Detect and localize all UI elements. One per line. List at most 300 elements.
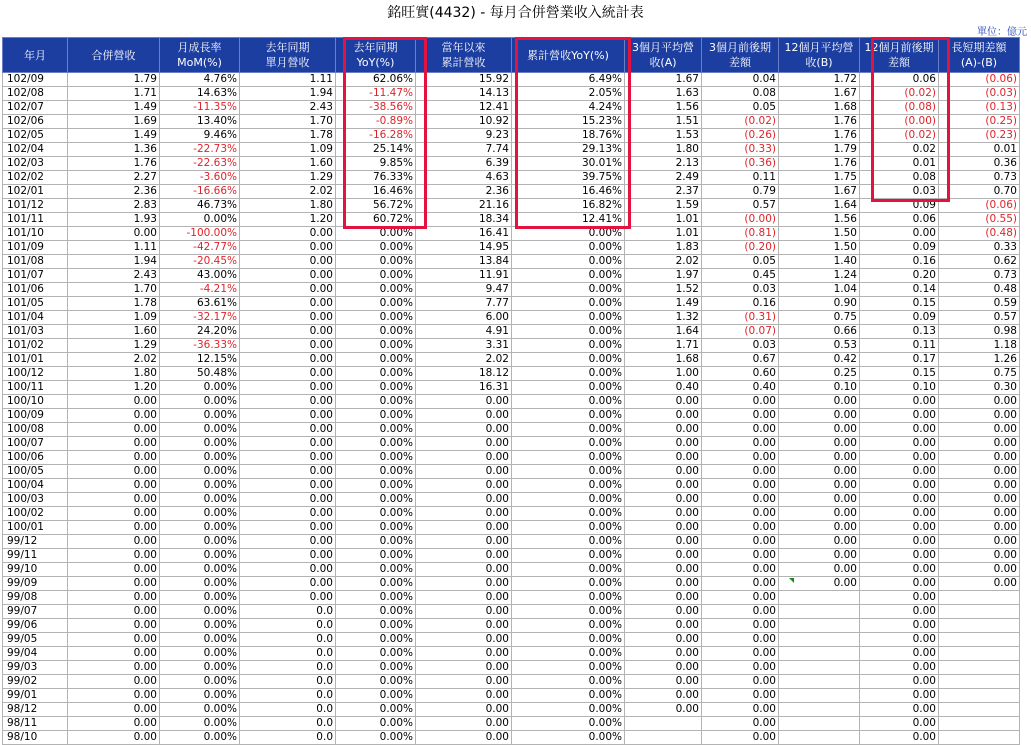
col-mom-cell: 0.00% (160, 619, 240, 633)
col-revenue-cell: 1.49 (68, 101, 160, 115)
col-cumulative-yoy-cell: 0.00% (512, 381, 625, 395)
col-12m-avg-cell: 1.64 (779, 199, 860, 213)
col-long-short-diff-cell: 0.00 (939, 563, 1020, 577)
col-last-year-revenue-cell: 0.00 (240, 423, 336, 437)
col-cumulative-revenue-cell: 7.77 (416, 297, 512, 311)
table-row (3, 325, 1020, 339)
col-12m-avg-cell: 0.00 (779, 507, 860, 521)
col-cumulative-yoy-cell: 39.75% (512, 171, 625, 185)
col-revenue-cell: 0.00 (68, 521, 160, 535)
col-year-month-header: 年月 (3, 38, 68, 73)
col-3m-avg-cell: 1.01 (625, 227, 702, 241)
col-year-month-cell: 102/06 (3, 115, 68, 129)
col-12m-diff-cell: 0.00 (860, 731, 939, 745)
col-revenue-header: 合併營收 (68, 38, 160, 73)
col-revenue-cell: 0.00 (68, 451, 160, 465)
col-yoy-cell: -0.89% (336, 115, 416, 129)
col-last-year-revenue-cell: 0.00 (240, 269, 336, 283)
col-long-short-diff-cell: 0.00 (939, 507, 1020, 521)
col-3m-diff-cell: 0.00 (702, 605, 779, 619)
col-12m-avg-cell: 0.00 (779, 409, 860, 423)
col-3m-avg-cell: 0.00 (625, 647, 702, 661)
table-row (3, 213, 1020, 227)
col-revenue-cell: 1.80 (68, 367, 160, 381)
col-revenue-cell: 0.00 (68, 507, 160, 521)
col-revenue-cell: 0.00 (68, 563, 160, 577)
col-mom-cell: -4.21% (160, 283, 240, 297)
col-last-year-revenue-cell: 0.00 (240, 507, 336, 521)
col-yoy-cell: -11.47% (336, 87, 416, 101)
col-cumulative-yoy-cell: 0.00% (512, 325, 625, 339)
col-revenue-cell: 0.00 (68, 619, 160, 633)
col-3m-diff-cell: 0.00 (702, 535, 779, 549)
col-cumulative-yoy-cell: 0.00% (512, 367, 625, 381)
col-long-short-diff-cell: 0.00 (939, 479, 1020, 493)
col-last-year-revenue-cell: 0.00 (240, 409, 336, 423)
col-3m-diff-cell: 0.00 (702, 619, 779, 633)
col-3m-avg-cell: 2.49 (625, 171, 702, 185)
col-last-year-revenue-cell: 1.20 (240, 213, 336, 227)
col-12m-diff-cell: 0.17 (860, 353, 939, 367)
col-cumulative-yoy-cell: 29.13% (512, 143, 625, 157)
col-year-month-cell: 99/06 (3, 619, 68, 633)
col-cumulative-revenue-cell: 0.00 (416, 507, 512, 521)
col-last-year-revenue-cell: 0.00 (240, 297, 336, 311)
col-12m-avg-cell: 0.10 (779, 381, 860, 395)
col-12m-diff-cell: 0.16 (860, 255, 939, 269)
col-3m-avg-cell: 0.40 (625, 381, 702, 395)
col-3m-diff-cell: 0.16 (702, 297, 779, 311)
col-yoy-cell: 0.00% (336, 241, 416, 255)
col-long-short-diff-cell: 0.48 (939, 283, 1020, 297)
table-row (3, 521, 1020, 535)
col-mom-cell: 0.00% (160, 661, 240, 675)
col-cumulative-revenue-cell: 0.00 (416, 535, 512, 549)
col-3m-diff-cell: 0.00 (702, 577, 779, 591)
col-12m-avg-cell: 1.76 (779, 157, 860, 171)
col-3m-avg-cell: 1.67 (625, 73, 702, 87)
table-row (3, 87, 1020, 101)
col-3m-diff-cell: (0.00) (702, 213, 779, 227)
col-3m-avg-cell: 1.51 (625, 115, 702, 129)
table-row (3, 367, 1020, 381)
col-year-month-cell: 98/10 (3, 731, 68, 745)
col-cumulative-yoy-cell: 0.00% (512, 339, 625, 353)
col-3m-avg-cell: 1.59 (625, 199, 702, 213)
col-revenue-cell: 0.00 (68, 479, 160, 493)
col-12m-avg-cell: 0.75 (779, 311, 860, 325)
col-year-month-cell: 102/01 (3, 185, 68, 199)
col-revenue-cell: 1.20 (68, 381, 160, 395)
col-long-short-diff-cell (939, 619, 1020, 633)
table-row (3, 115, 1020, 129)
table-row (3, 353, 1020, 367)
col-long-short-diff-cell: 0.70 (939, 185, 1020, 199)
col-cumulative-yoy-cell: 15.23% (512, 115, 625, 129)
col-year-month-cell: 99/01 (3, 689, 68, 703)
col-long-short-diff-cell (939, 605, 1020, 619)
col-long-short-diff-cell: 0.59 (939, 297, 1020, 311)
col-long-short-diff-cell: (0.03) (939, 87, 1020, 101)
col-yoy-cell: 60.72% (336, 213, 416, 227)
col-cumulative-revenue-cell: 0.00 (416, 591, 512, 605)
table-row (3, 465, 1020, 479)
col-3m-diff-cell: 0.00 (702, 479, 779, 493)
col-yoy-cell: 0.00% (336, 493, 416, 507)
col-cumulative-yoy-cell: 0.00% (512, 437, 625, 451)
col-3m-diff-cell: (0.26) (702, 129, 779, 143)
col-12m-diff-cell: 0.20 (860, 269, 939, 283)
col-mom-cell: 0.00% (160, 395, 240, 409)
table-row (3, 549, 1020, 563)
col-cumulative-revenue-cell: 21.16 (416, 199, 512, 213)
col-mom-cell: 0.00% (160, 633, 240, 647)
col-mom-cell: 0.00% (160, 549, 240, 563)
table-row (3, 395, 1020, 409)
col-year-month-cell: 99/12 (3, 535, 68, 549)
col-long-short-diff-cell (939, 647, 1020, 661)
col-12m-avg-cell: 1.56 (779, 213, 860, 227)
col-12m-avg-header: 12個月平均營 收(B) (779, 38, 860, 73)
col-3m-diff-cell: (0.36) (702, 157, 779, 171)
col-12m-avg-cell: 0.00 (779, 549, 860, 563)
col-year-month-cell: 100/11 (3, 381, 68, 395)
col-mom-cell: 46.73% (160, 199, 240, 213)
col-cumulative-yoy-cell: 0.00% (512, 507, 625, 521)
col-cumulative-yoy-cell: 0.00% (512, 227, 625, 241)
table-row (3, 717, 1020, 731)
col-cumulative-revenue-cell: 0.00 (416, 395, 512, 409)
col-last-year-revenue-cell: 0.0 (240, 619, 336, 633)
col-3m-avg-cell: 0.00 (625, 675, 702, 689)
col-12m-diff-cell: 0.00 (860, 507, 939, 521)
col-revenue-cell: 1.71 (68, 87, 160, 101)
col-yoy-cell: 0.00% (336, 437, 416, 451)
table-row (3, 577, 1020, 591)
table-body (3, 73, 1020, 745)
col-cumulative-revenue-cell: 12.41 (416, 101, 512, 115)
col-revenue-cell: 0.00 (68, 605, 160, 619)
col-mom-cell: 0.00% (160, 423, 240, 437)
col-12m-avg-cell: 0.90 (779, 297, 860, 311)
table-row (3, 647, 1020, 661)
col-revenue-cell: 1.79 (68, 73, 160, 87)
col-revenue-cell: 0.00 (68, 661, 160, 675)
col-cumulative-revenue-cell: 0.00 (416, 619, 512, 633)
col-12m-diff-cell: 0.00 (860, 717, 939, 731)
col-long-short-diff-cell: 0.00 (939, 549, 1020, 563)
col-3m-diff-cell: 0.00 (702, 465, 779, 479)
col-revenue-cell: 0.00 (68, 633, 160, 647)
col-cumulative-revenue-cell: 0.00 (416, 633, 512, 647)
col-cumulative-yoy-cell: 4.24% (512, 101, 625, 115)
col-last-year-revenue-cell: 0.00 (240, 465, 336, 479)
col-12m-diff-cell: 0.03 (860, 185, 939, 199)
col-12m-diff-cell: 0.00 (860, 591, 939, 605)
col-year-month-cell: 101/12 (3, 199, 68, 213)
col-yoy-cell: 0.00% (336, 395, 416, 409)
col-3m-avg-cell: 1.80 (625, 143, 702, 157)
col-3m-avg-cell: 1.83 (625, 241, 702, 255)
col-year-month-cell: 102/03 (3, 157, 68, 171)
col-3m-diff-cell: 0.00 (702, 507, 779, 521)
col-year-month-cell: 101/05 (3, 297, 68, 311)
col-cumulative-revenue-cell: 3.31 (416, 339, 512, 353)
col-mom-cell: 0.00% (160, 437, 240, 451)
col-yoy-cell: 0.00% (336, 409, 416, 423)
col-year-month-cell: 99/09 (3, 577, 68, 591)
col-revenue-cell: 1.36 (68, 143, 160, 157)
col-year-month-cell: 101/08 (3, 255, 68, 269)
col-mom-cell: -3.60% (160, 171, 240, 185)
table-row (3, 507, 1020, 521)
col-12m-avg-cell: 1.76 (779, 129, 860, 143)
col-cumulative-revenue-cell: 16.31 (416, 381, 512, 395)
col-mom-cell: 12.15% (160, 353, 240, 367)
table-row (3, 409, 1020, 423)
table-row (3, 619, 1020, 633)
col-long-short-diff-cell: 0.62 (939, 255, 1020, 269)
col-3m-diff-cell: 0.00 (702, 633, 779, 647)
table-row (3, 535, 1020, 549)
col-3m-diff-cell: 0.00 (702, 549, 779, 563)
col-revenue-cell: 1.49 (68, 129, 160, 143)
col-cumulative-revenue-cell: 0.00 (416, 549, 512, 563)
col-year-month-cell: 100/08 (3, 423, 68, 437)
col-cumulative-yoy-cell: 0.00% (512, 521, 625, 535)
col-yoy-cell: 16.46% (336, 185, 416, 199)
col-year-month-cell: 102/07 (3, 101, 68, 115)
col-12m-diff-cell: 0.00 (860, 633, 939, 647)
col-3m-avg-cell: 1.97 (625, 269, 702, 283)
table-row (3, 297, 1020, 311)
table-row (3, 339, 1020, 353)
col-long-short-diff-cell (939, 731, 1020, 745)
col-12m-avg-cell: 1.72 (779, 73, 860, 87)
col-3m-diff-cell: (0.31) (702, 311, 779, 325)
col-cumulative-yoy-cell: 0.00% (512, 241, 625, 255)
col-last-year-revenue-cell: 0.00 (240, 283, 336, 297)
col-year-month-cell: 100/07 (3, 437, 68, 451)
col-long-short-diff-cell: 0.00 (939, 409, 1020, 423)
col-mom-cell: 0.00% (160, 605, 240, 619)
col-12m-avg-cell: 0.00 (779, 563, 860, 577)
col-last-year-revenue-cell: 0.00 (240, 577, 336, 591)
col-last-year-revenue-cell: 0.0 (240, 703, 336, 717)
col-year-month-cell: 100/01 (3, 521, 68, 535)
col-yoy-cell: -16.28% (336, 129, 416, 143)
col-revenue-cell: 0.00 (68, 437, 160, 451)
col-12m-avg-cell (779, 703, 860, 717)
col-revenue-cell: 0.00 (68, 591, 160, 605)
col-3m-diff-cell: (0.07) (702, 325, 779, 339)
col-year-month-cell: 101/07 (3, 269, 68, 283)
col-mom-cell: 63.61% (160, 297, 240, 311)
col-3m-avg-cell: 0.00 (625, 577, 702, 591)
col-cumulative-yoy-cell: 0.00% (512, 605, 625, 619)
col-year-month-cell: 102/09 (3, 73, 68, 87)
col-yoy-cell: 0.00% (336, 605, 416, 619)
col-cumulative-yoy-cell: 0.00% (512, 353, 625, 367)
col-12m-diff-cell: 0.00 (860, 227, 939, 241)
table-row (3, 255, 1020, 269)
col-last-year-revenue-cell: 0.0 (240, 689, 336, 703)
col-yoy-cell: 0.00% (336, 423, 416, 437)
col-revenue-cell: 0.00 (68, 535, 160, 549)
col-cumulative-yoy-cell: 0.00% (512, 255, 625, 269)
col-12m-avg-cell: 1.79 (779, 143, 860, 157)
col-cumulative-revenue-cell: 18.12 (416, 367, 512, 381)
col-3m-diff-cell: 0.40 (702, 381, 779, 395)
col-long-short-diff-cell: (0.06) (939, 199, 1020, 213)
col-12m-avg-cell (779, 717, 860, 731)
col-3m-diff-cell: 0.57 (702, 199, 779, 213)
col-3m-diff-cell: (0.33) (702, 143, 779, 157)
col-last-year-revenue-cell: 2.02 (240, 185, 336, 199)
col-yoy-cell: 0.00% (336, 563, 416, 577)
col-3m-avg-cell: 0.00 (625, 395, 702, 409)
col-year-month-cell: 99/11 (3, 549, 68, 563)
col-12m-diff-cell: 0.00 (860, 661, 939, 675)
col-12m-diff-cell: 0.09 (860, 241, 939, 255)
col-cumulative-yoy-cell: 0.00% (512, 647, 625, 661)
col-mom-cell: -11.35% (160, 101, 240, 115)
col-12m-avg-cell: 1.40 (779, 255, 860, 269)
col-last-year-revenue-cell: 1.78 (240, 129, 336, 143)
col-cumulative-revenue-cell: 0.00 (416, 409, 512, 423)
col-yoy-header: 去年同期 YoY(%) (336, 38, 416, 73)
col-last-year-revenue-cell: 0.00 (240, 479, 336, 493)
col-12m-diff-cell: 0.10 (860, 381, 939, 395)
col-mom-cell: 0.00% (160, 213, 240, 227)
col-cumulative-yoy-cell: 0.00% (512, 423, 625, 437)
col-3m-avg-cell (625, 717, 702, 731)
col-yoy-cell: 0.00% (336, 661, 416, 675)
col-3m-avg-cell: 2.02 (625, 255, 702, 269)
table-row (3, 689, 1020, 703)
col-cumulative-yoy-cell: 0.00% (512, 409, 625, 423)
col-year-month-cell: 101/01 (3, 353, 68, 367)
col-yoy-cell: 0.00% (336, 269, 416, 283)
col-year-month-cell: 100/09 (3, 409, 68, 423)
table-row (3, 437, 1020, 451)
col-cumulative-yoy-cell: 0.00% (512, 297, 625, 311)
col-cumulative-revenue-cell: 0.00 (416, 577, 512, 591)
col-12m-avg-cell (779, 689, 860, 703)
col-revenue-cell: 1.94 (68, 255, 160, 269)
col-year-month-cell: 101/11 (3, 213, 68, 227)
table-row (3, 157, 1020, 171)
col-3m-avg-cell: 0.00 (625, 465, 702, 479)
col-3m-diff-header: 3個月前後期 差額 (702, 38, 779, 73)
col-cumulative-yoy-cell: 0.00% (512, 661, 625, 675)
col-12m-avg-cell: 0.53 (779, 339, 860, 353)
col-3m-diff-cell: 0.00 (702, 717, 779, 731)
col-cumulative-yoy-cell: 0.00% (512, 549, 625, 563)
col-year-month-cell: 102/04 (3, 143, 68, 157)
col-3m-diff-cell: 0.79 (702, 185, 779, 199)
col-last-year-revenue-cell: 0.00 (240, 241, 336, 255)
col-mom-cell: 0.00% (160, 465, 240, 479)
col-3m-avg-cell: 1.53 (625, 129, 702, 143)
col-long-short-diff-cell: 0.00 (939, 423, 1020, 437)
col-12m-diff-cell: 0.06 (860, 73, 939, 87)
col-12m-avg-cell (779, 619, 860, 633)
col-year-month-cell: 100/03 (3, 493, 68, 507)
col-3m-avg-cell (625, 731, 702, 745)
col-cumulative-revenue-cell: 0.00 (416, 647, 512, 661)
col-12m-avg-cell (779, 661, 860, 675)
col-3m-avg-cell: 0.00 (625, 633, 702, 647)
col-revenue-cell: 1.78 (68, 297, 160, 311)
table-row (3, 661, 1020, 675)
table-row (3, 675, 1020, 689)
col-3m-avg-cell: 1.68 (625, 353, 702, 367)
table-row (3, 227, 1020, 241)
col-yoy-cell: 62.06% (336, 73, 416, 87)
col-3m-diff-cell: 0.00 (702, 521, 779, 535)
revenue-table (2, 37, 1020, 745)
col-mom-cell: -32.17% (160, 311, 240, 325)
col-yoy-cell: 0.00% (336, 479, 416, 493)
col-12m-avg-cell: 1.76 (779, 115, 860, 129)
table-row (3, 493, 1020, 507)
col-mom-cell: -22.73% (160, 143, 240, 157)
table-row (3, 185, 1020, 199)
col-cumulative-yoy-cell: 0.00% (512, 269, 625, 283)
col-yoy-cell: -38.56% (336, 101, 416, 115)
col-long-short-diff-cell: 1.26 (939, 353, 1020, 367)
col-12m-diff-cell: 0.00 (860, 605, 939, 619)
col-cumulative-yoy-cell: 0.00% (512, 731, 625, 745)
col-cumulative-yoy-cell: 0.00% (512, 535, 625, 549)
col-last-year-revenue-cell: 0.00 (240, 563, 336, 577)
col-cumulative-revenue-cell: 0.00 (416, 465, 512, 479)
col-cumulative-revenue-cell: 9.47 (416, 283, 512, 297)
col-last-year-revenue-cell: 0.0 (240, 605, 336, 619)
col-cumulative-yoy-cell: 0.00% (512, 479, 625, 493)
col-cumulative-revenue-cell: 0.00 (416, 689, 512, 703)
col-12m-diff-cell: 0.00 (860, 549, 939, 563)
col-yoy-cell: 25.14% (336, 143, 416, 157)
col-cumulative-revenue-cell: 16.41 (416, 227, 512, 241)
col-year-month-cell: 98/12 (3, 703, 68, 717)
table-row (3, 171, 1020, 185)
col-cumulative-revenue-header: 當年以來 累計營收 (416, 38, 512, 73)
col-cumulative-yoy-cell: 0.00% (512, 563, 625, 577)
col-yoy-cell: 0.00% (336, 507, 416, 521)
col-12m-diff-cell: 0.00 (860, 395, 939, 409)
col-12m-diff-cell: 0.06 (860, 213, 939, 227)
col-12m-avg-cell: 0.00 (779, 577, 860, 591)
col-long-short-diff-cell: 0.01 (939, 143, 1020, 157)
col-last-year-revenue-cell: 0.00 (240, 437, 336, 451)
col-year-month-cell: 98/11 (3, 717, 68, 731)
col-yoy-cell: 0.00% (336, 619, 416, 633)
col-cumulative-revenue-cell: 9.23 (416, 129, 512, 143)
col-cumulative-revenue-cell: 4.91 (416, 325, 512, 339)
col-cumulative-yoy-cell: 0.00% (512, 577, 625, 591)
col-revenue-cell: 0.00 (68, 395, 160, 409)
col-12m-avg-cell: 0.00 (779, 451, 860, 465)
col-long-short-diff-cell: (0.06) (939, 73, 1020, 87)
col-long-short-diff-cell (939, 591, 1020, 605)
col-revenue-cell: 0.00 (68, 703, 160, 717)
col-year-month-cell: 99/04 (3, 647, 68, 661)
col-last-year-revenue-cell: 0.00 (240, 353, 336, 367)
col-3m-diff-cell: 0.00 (702, 661, 779, 675)
col-year-month-cell: 99/05 (3, 633, 68, 647)
